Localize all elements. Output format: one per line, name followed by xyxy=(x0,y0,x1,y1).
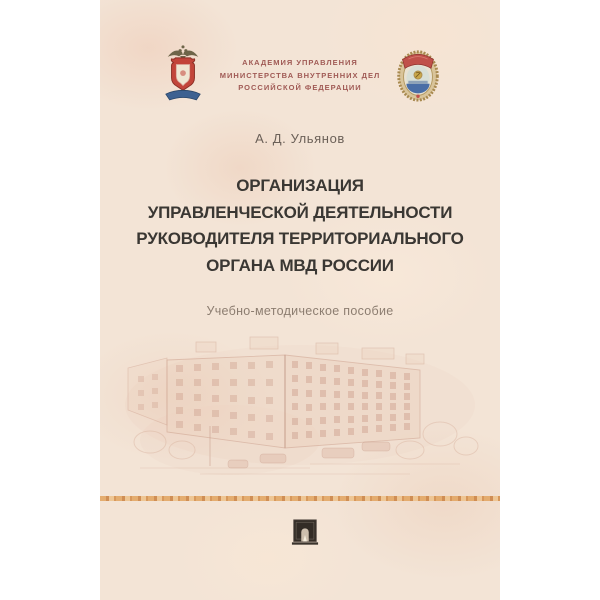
book-title xyxy=(100,173,500,279)
author-name: А. Д. Ульянов xyxy=(255,131,345,146)
title-line-4: ОРГАНА МВД РОССИИ xyxy=(206,255,394,275)
institution-line-2: МИНИСТЕРСТВА ВНУТРЕННИХ ДЕЛ xyxy=(219,70,381,80)
title-line-1: ОРГАНИЗАЦИЯ xyxy=(236,176,364,195)
edition-subtitle: Учебно-методическое пособие xyxy=(206,304,394,318)
ornament-stripe xyxy=(100,496,500,501)
prospekt-publisher-logo-icon xyxy=(291,518,319,548)
title-line-3: РУКОВОДИТЕЛЯ ТЕРРИТОРИАЛЬНОГО xyxy=(136,229,464,248)
institution-line-3: РОССИЙСКОЙ ФЕДЕРАЦИИ xyxy=(238,83,362,93)
book-cover xyxy=(100,0,500,600)
building-sketch-illustration xyxy=(110,330,490,485)
order-badge-icon xyxy=(394,47,442,103)
title-line-2: УПРАВЛЕНЧЕСКОЙ ДЕЯТЕЛЬНОСТИ xyxy=(147,202,453,222)
institution-line-1: АКАДЕМИЯ УПРАВЛЕНИЯ xyxy=(242,58,358,67)
